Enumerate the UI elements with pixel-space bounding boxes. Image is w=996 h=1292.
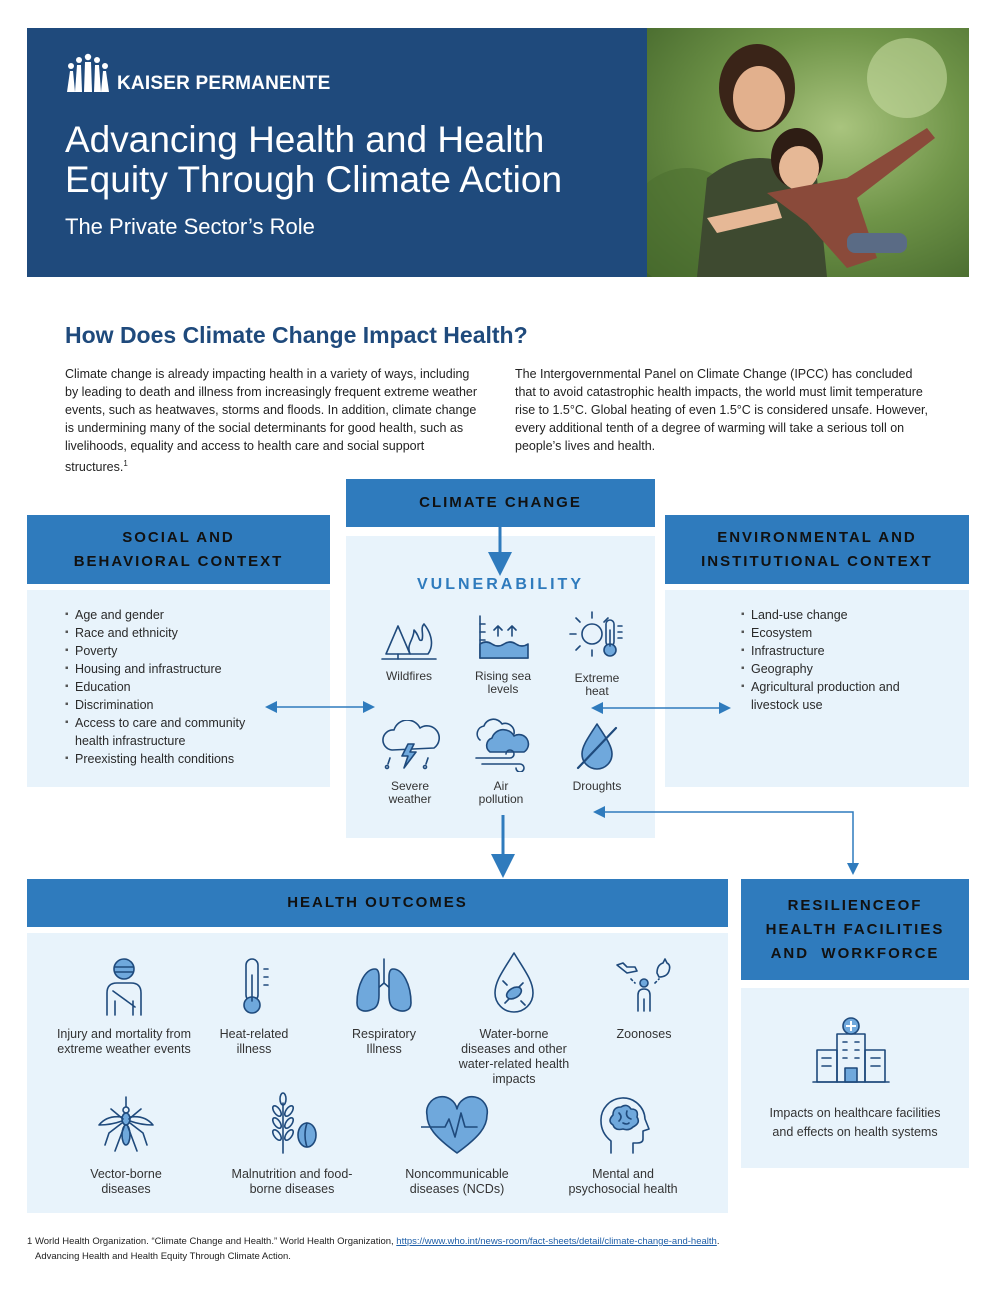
hero-photo-illustration — [647, 28, 969, 277]
list-item: ▪ Age and gender — [65, 606, 275, 624]
vulnerability-air-pollution — [456, 714, 546, 806]
list-item: ▪ Discrimination — [65, 696, 275, 714]
outcome-label: Water-borne diseases and other water-related health impacts — [458, 1027, 570, 1086]
intro-paragraph-left — [65, 365, 480, 476]
resilience-title-line-3: AND WORKFORCE — [770, 944, 940, 962]
air-pollution-icon — [470, 714, 532, 772]
head-brain-icon — [595, 1095, 651, 1157]
outcome-label: Injury and mortality from extreme weather events — [56, 1027, 192, 1056]
resilience-title-line-1: RESILIENCEOF — [787, 896, 923, 914]
vulnerability-droughts — [552, 720, 642, 793]
page-subtitle: The Private Sector’s Role — [65, 214, 315, 239]
vulnerability-label: Extreme heat — [574, 671, 620, 698]
storm-cloud-icon — [378, 720, 442, 772]
title-line-1: Advancing Health and Health — [65, 119, 545, 160]
vulnerability-severe-weather — [365, 720, 455, 806]
outcome-label: Zoonoses — [616, 1027, 672, 1041]
lungs-icon — [351, 955, 417, 1017]
wildfire-icon — [380, 612, 438, 662]
list-item: ▪ Ecosystem — [741, 624, 921, 642]
resilience-text: Impacts on healthcare facilities and effects on health systems — [769, 1106, 941, 1139]
social-title-line-2: BEHAVIORAL CONTEXT — [73, 552, 284, 570]
outcome-label: Mental and psychosocial health — [568, 1167, 678, 1196]
footnote-link[interactable]: https://www.who.int/news-room/fact-sheets/detail/climate-change-and-health — [396, 1236, 717, 1247]
vulnerability-sea-levels — [458, 612, 548, 696]
outcome-label: Respiratory Illness — [352, 1027, 416, 1056]
list-item: ▪ Housing and infrastructure — [65, 660, 275, 678]
list-item: ▪ Preexisting health conditions — [65, 750, 275, 768]
vulnerability-panel — [346, 536, 655, 838]
list-item: ▪ Race and ethnicity — [65, 624, 275, 642]
social-title-line-1: SOCIAL AND — [122, 528, 235, 546]
outcome-label: Heat-related illness — [219, 1027, 289, 1056]
environmental-context-panel — [665, 590, 969, 787]
vulnerability-label: Rising sea levels — [474, 669, 532, 696]
logo-people-icon — [65, 52, 111, 96]
resilience-header — [741, 879, 969, 980]
climate-change-header — [346, 479, 655, 527]
footnote: 1 World Health Organization. “Climate Change and Health.” World Health Organization, https://www.who.int/news-room/fact-sheets/detail/climate-change-and-health. — [27, 1236, 720, 1247]
outcome-malnutrition — [217, 1089, 367, 1197]
footnote-text: World Health Organization. “Climate Change and Health.” World Health Organization, — [34, 1236, 394, 1247]
footnote-ref[interactable]: 1 — [123, 459, 128, 468]
outcome-label: Malnutrition and food-borne diseases — [231, 1167, 353, 1196]
list-item: ▪ Poverty — [65, 642, 275, 660]
social-context-panel — [27, 590, 330, 787]
page-title — [65, 120, 625, 200]
health-outcomes-header — [27, 879, 728, 927]
list-item: ▪ Education — [65, 678, 275, 696]
outcome-label: Noncommunicable diseases (NCDs) — [405, 1167, 509, 1196]
outcome-ncds — [382, 1095, 532, 1197]
water-drop-bacteria-icon — [489, 949, 539, 1017]
brand-logo[interactable] — [65, 52, 330, 96]
environmental-context-list — [741, 606, 921, 714]
list-item: ▪ Land-use change — [741, 606, 921, 624]
vulnerability-wildfires — [364, 612, 454, 683]
footnote-source: Advancing Health and Health Equity Through Climate Action. — [35, 1251, 291, 1262]
list-item: ▪ Geography — [741, 660, 921, 678]
resilience-title-line-2: HEALTH FACILITIES — [765, 920, 945, 938]
title-line-2: Equity Through Climate Action — [65, 159, 563, 200]
vulnerability-label: Severe weather — [388, 779, 432, 806]
outcome-zoonoses — [569, 955, 719, 1042]
mosquito-icon — [93, 1095, 159, 1157]
vulnerability-extreme-heat — [552, 606, 642, 698]
drought-droplet-icon — [570, 720, 624, 772]
vulnerability-label: Air pollution — [478, 779, 524, 806]
list-item: ▪ Agricultural production and livestock use — [741, 678, 921, 714]
intro-left-text: Climate change is already impacting health in a variety of ways, including by leading to death and illness from increasingly frequent extreme weather events, such as heatwaves, storms and floods. In addition, climate change is undermining many of the social determinants for good health, such as livelihoods, equality and access to health care and social support structures. — [65, 367, 478, 475]
injury-icon — [99, 955, 149, 1017]
vulnerability-title: VULNERABILITY — [417, 576, 584, 593]
heart-pulse-icon — [421, 1095, 493, 1157]
section-title: How Does Climate Change Impact Health? — [65, 322, 528, 348]
outcome-mental-health — [548, 1095, 698, 1197]
list-item: ▪ Access to care and community health infrastructure — [65, 714, 275, 750]
hero-photo — [647, 28, 969, 277]
extreme-heat-icon — [566, 606, 628, 664]
list-item: ▪ Infrastructure — [741, 642, 921, 660]
climate-change-label: CLIMATE CHANGE — [419, 494, 582, 511]
brand-name: KAISER PERMANENTE — [117, 73, 331, 94]
outcome-label: Vector-borne diseases — [90, 1167, 162, 1196]
outcome-vector-borne — [51, 1095, 201, 1197]
thermometer-icon — [234, 955, 274, 1017]
footnote-number: 1 — [27, 1236, 33, 1247]
zoonoses-icon — [613, 955, 675, 1017]
env-title-line-1: ENVIRONMENTAL AND — [717, 528, 917, 546]
resilience-panel — [741, 988, 969, 1168]
health-outcomes-label: HEALTH OUTCOMES — [287, 894, 468, 911]
social-context-list — [65, 606, 275, 768]
sea-level-icon — [474, 612, 532, 662]
environmental-context-header — [665, 515, 969, 584]
outcome-heat-illness — [179, 955, 329, 1057]
vulnerability-label: Wildfires — [385, 669, 432, 683]
health-outcomes-panel — [27, 933, 728, 1213]
intro-paragraph-right: The Intergovernmental Panel on Climate Change (IPCC) has concluded that to avoid catastrophic health impacts, the world must limit temperature rise to 1.5°C. Global heating of even 1.5°C is considered unsafe. However, every additional tenth of a degree of warming will take a serious toll on people’s lives and health. — [515, 367, 929, 453]
vulnerability-label: Droughts — [572, 779, 622, 793]
outcome-injury — [49, 955, 199, 1057]
outcome-respiratory — [309, 955, 459, 1057]
social-context-header — [27, 515, 330, 584]
hospital-building-icon — [811, 1016, 891, 1086]
outcome-water-borne — [439, 949, 589, 1087]
grain-seed-icon — [259, 1089, 325, 1157]
hero-banner — [27, 28, 969, 277]
env-title-line-2: INSTITUTIONAL CONTEXT — [701, 552, 933, 570]
